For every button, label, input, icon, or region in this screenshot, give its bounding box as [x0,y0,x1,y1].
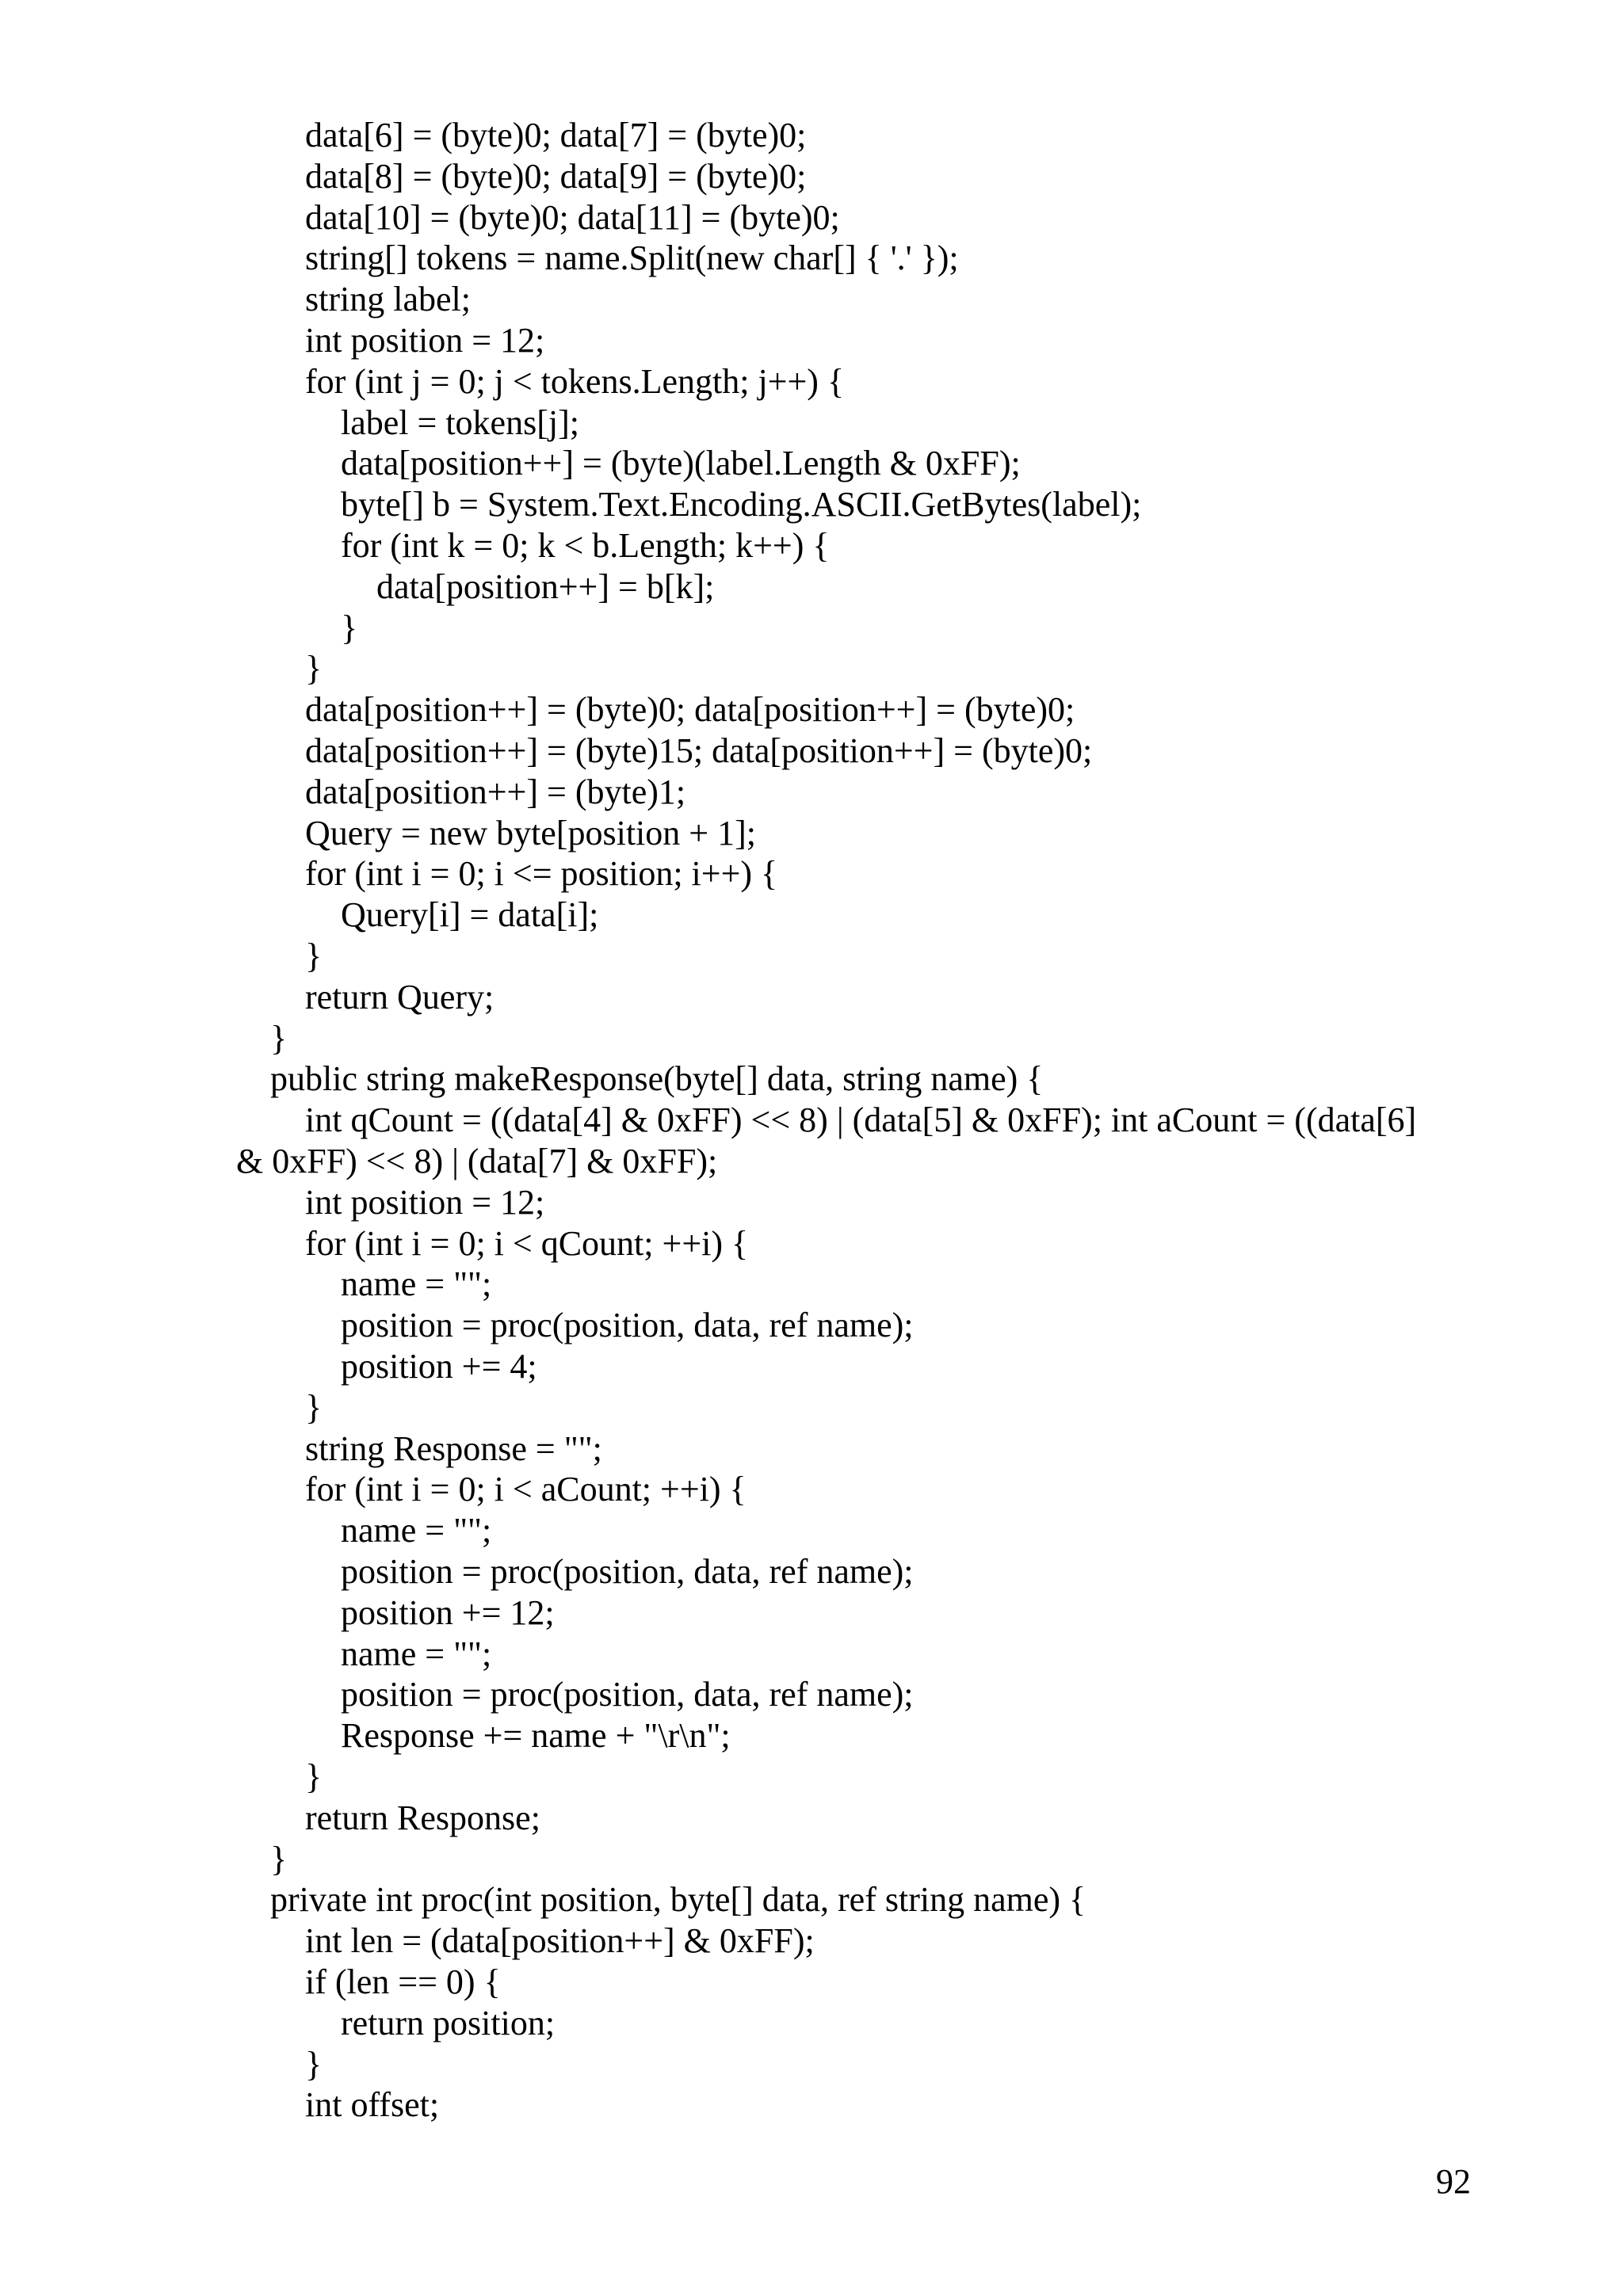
code-line: Query = new byte[position + 1]; [305,813,756,852]
code-line: } [270,1018,288,1058]
code-line: int position = 12; [305,1182,545,1222]
code-line: position += 12; [341,1592,555,1632]
code-line: return Response; [305,1798,540,1837]
code-line: string[] tokens = name.Split(new char[] { '.' }); [305,238,959,278]
code-line: if (len == 0) { [305,1962,501,2001]
code-line: name = ""; [341,1511,492,1550]
code-line: return position; [341,2003,556,2042]
code-line: string Response = ""; [305,1428,602,1468]
code-line: } [305,649,323,688]
code-line: for (int i = 0; i < qCount; ++i) { [305,1223,749,1263]
code-line: for (int k = 0; k < b.Length; k++) { [341,526,830,565]
code-line: } [305,1387,323,1427]
code-line: for (int i = 0; i <= position; i++) { [305,854,778,894]
code-line: name = ""; [341,1634,492,1673]
code-line: data[10] = (byte)0; data[11] = (byte)0; [305,197,840,237]
code-line: byte[] b = System.Text.Encoding.ASCII.GetBytes(label); [341,485,1142,524]
code-line: int len = (data[position++] & 0xFF); [305,1921,815,1961]
code-line: } [305,1757,323,1796]
code-line: Response += name + "\r\n"; [341,1716,731,1756]
code-line: int offset; [305,2085,440,2125]
code-line: position = proc(position, data, ref name); [341,1552,914,1591]
code-line: position += 4; [341,1347,537,1386]
code-line: data[position++] = b[k]; [376,566,715,606]
code-line: } [270,1839,288,1878]
code-line: } [305,936,323,975]
code-line: name = ""; [341,1264,492,1304]
code-line: position = proc(position, data, ref name); [341,1306,914,1345]
code-line: data[6] = (byte)0; data[7] = (byte)0; [305,116,807,154]
code-line: data[position++] = (byte)15; data[position++] = (byte)0; [305,731,1093,770]
code-line: & 0xFF) << 8) | (data[7] & 0xFF); [236,1142,718,1180]
code-line: data[8] = (byte)0; data[9] = (byte)0; [305,156,807,196]
code-line: data[position++] = (byte)0; data[position++] = (byte)0; [305,690,1075,730]
code-line: label = tokens[j]; [341,402,579,442]
code-line: int position = 12; [305,321,545,360]
code-line: position = proc(position, data, ref name); [341,1675,914,1714]
code-line: } [341,608,358,647]
code-line: private int proc(int position, byte[] data, ref string name) { [270,1880,1086,1920]
code-line: int qCount = ((data[4] & 0xFF) << 8) | (data[5] & 0xFF); int aCount = ((data[6] [305,1100,1417,1140]
code-line: for (int j = 0; j < tokens.Length; j++) { [305,361,845,401]
page-number: 92 [1436,2162,1471,2201]
code-line: } [305,2044,323,2084]
code-line: string label; [305,280,471,319]
code-line: public string makeResponse(byte[] data, string name) { [270,1059,1044,1099]
code-line: for (int i = 0; i < aCount; ++i) { [305,1470,747,1509]
code-line: return Query; [305,977,495,1016]
code-line: data[position++] = (byte)(label.Length & 0xFF); [341,444,1021,483]
code-line: data[position++] = (byte)1; [305,772,686,811]
code-line: Query[i] = data[i]; [341,895,599,935]
